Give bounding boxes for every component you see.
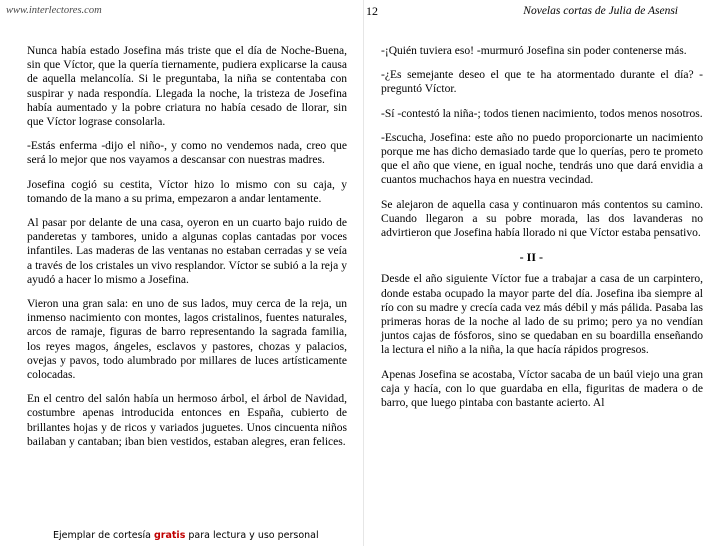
left-text-column — [27, 44, 347, 459]
paragraph: -¿Es semejante deseo el que te ha atormentado durante el día? -preguntó Víctor. — [381, 69, 703, 96]
paragraph: Apenas Josefina se acostaba, Víctor sacaba de un baúl viejo una gran caja y hacía, con lo que guardaba en ella, figuritas de madera o de barro, que luego pintaba con bastante acierto. Al — [381, 368, 703, 410]
left-page-header — [6, 4, 358, 18]
paragraph: En el centro del salón había un hermoso árbol, el árbol de Navidad, costumbre apenas introducida entonces en España, cubierto de brillantes hojas y de ricos y variados juguetes. Unos cincuenta niños bailaban y cantaban; iban bien vestidos, estaban alegres, eran felices. — [27, 393, 347, 448]
paragraph: Se alejaron de aquella casa y continuaron más contentos su camino. Cuando llegaron a su pobre morada, las dos lavanderas no advirtieron que Josefina había llorado ni que Víctor estaba pensativo. — [381, 198, 703, 240]
paragraph: -Estás enferma -dijo el niño-, y como no vendemos nada, creo que será lo mejor que nos vayamos a descansar con nuestras madres. — [27, 140, 347, 167]
paragraph: -Sí -contestó la niña-; todos tienen nacimiento, todos menos nosotros. — [381, 107, 703, 120]
book-title: Novelas cortas de Julia de Asensi — [523, 5, 678, 17]
footer-highlight: gratis — [154, 530, 186, 541]
paragraph: Al pasar por delante de una casa, oyeron en un cuarto bajo ruido de panderetas y tambores, unido a algunas coplas cantadas por voces infantiles. Las maderas de las ventanas no estaban cerradas y se veía a través de los cristales un vivo resplandor. Víctor se subió a la reja y ayudó a hacer lo mismo a Josefina. — [27, 217, 347, 286]
right-page-header — [366, 4, 722, 18]
paragraph: Vieron una gran sala: en uno de sus lados, muy cerca de la reja, un inmenso nacimiento con montes, lagos cristalinos, fuentes naturales, arcos de ramaje, figuras de barro representando la sagrada familia, los reyes magos, ángeles, esclavos y pastores, chozas y palacios, ovejas y pavos, todo alumbrado por millares de luces artísticamente colocadas. — [27, 298, 347, 382]
paragraph: -¡Quién tuviera eso! -murmuró Josefina sin poder contenerse más. — [381, 45, 687, 57]
paragraph: Josefina cogió su cestita, Víctor hizo lo mismo con su caja, y tomando de la mano a su prima, empezaron a andar lentamente. — [27, 178, 347, 205]
chapter-heading: - II - — [519, 250, 543, 265]
footer-suffix: para lectura y uso personal — [185, 530, 319, 541]
footer-prefix: Ejemplar de cortesía — [53, 530, 154, 541]
paragraph: -Escucha, Josefina: este año no puedo proporcionarte un nacimiento porque me has dicho demasiado tarde que lo querías, pero te prometo que el año que viene, en igual noche, tendrás uno que dará envidia a cuantos muchachos haya en nuestra vecindad. — [381, 131, 703, 187]
right-text-column — [381, 44, 703, 420]
paragraph: Nunca había estado Josefina más triste que el día de Noche-Buena, sin que Víctor, que la quería tiernamente, pudiera explicarse la causa de aquella melancolía. Si le preguntaba, la niña se contentaba con suspirar y nada respondía. Llegada la noche, la tristeza de Josefina había aumentado y la pobre criatura no había cesado de llorar, sin que Víctor lograse consolarla. — [27, 45, 347, 129]
page-number: 12 — [366, 4, 378, 18]
paragraph: Desde el año siguiente Víctor fue a trabajar a casa de un carpintero, donde estaba ocupado la mayor parte del día. Josefina iba siempre al río con su madre y crecía cada vez más débil y más pálida. Pasaba las primeras horas de la noche al lado de su primo; pero ya no vendían juntos cajas de fósforos, sino se quedaban en su boardilla enseñando la lectura el niño a la niña, la que hacía rápidos progresos. — [381, 273, 703, 357]
right-page — [364, 0, 728, 546]
site-url[interactable]: www.interlectores.com — [6, 5, 102, 16]
courtesy-footer — [53, 530, 319, 542]
